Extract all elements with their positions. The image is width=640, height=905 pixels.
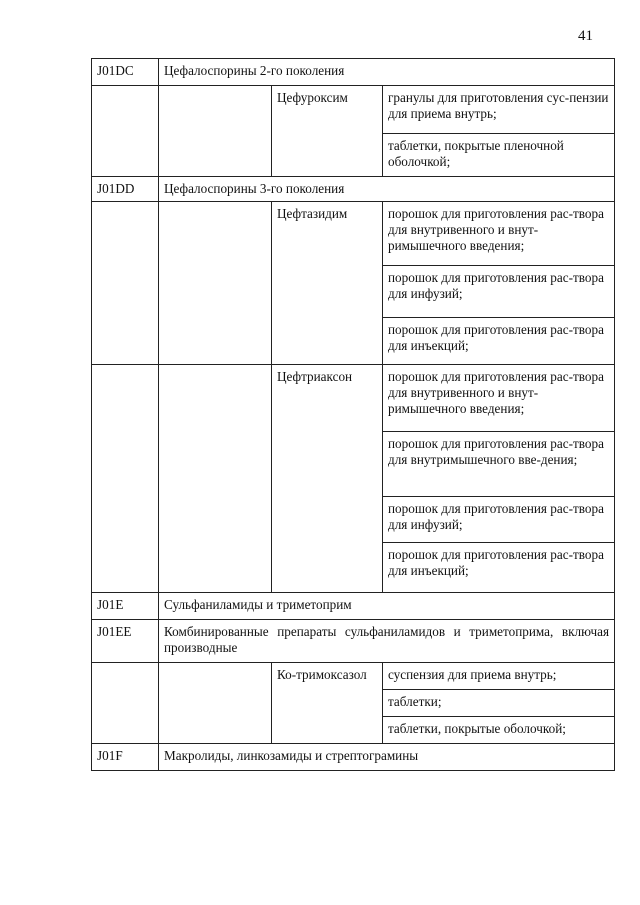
drug-name: Цефтазидим [272,202,383,365]
group-name: Цефалоспорины 3-го поколения [159,177,615,202]
dosage-form: таблетки, покрытые оболочкой; [383,717,615,744]
empty-name-cell [159,365,272,593]
atc-code: J01EE [92,620,159,663]
group-row-j01dc [92,59,615,86]
empty-name-cell [159,86,272,177]
page-number: 41 [578,28,593,44]
empty-code-cell [92,365,159,593]
dosage-form: порошок для приготовления рас-твора для инфузий; [383,266,615,318]
atc-code: J01E [92,593,159,620]
empty-name-cell [159,202,272,365]
group-row-j01f [92,744,615,771]
dosage-form: таблетки; [383,690,615,717]
drug-name: Цефтриаксон [272,365,383,593]
empty-code-cell [92,663,159,744]
drug-row [92,663,615,690]
dosage-form: порошок для приготовления рас-твора для внутривенного и внут-римышечного введения; [383,202,615,266]
drug-row [92,365,615,432]
drug-name: Ко-тримоксазол [272,663,383,744]
dosage-form: суспензия для приема внутрь; [383,663,615,690]
dosage-form: таблетки, покрытые пленочной оболочкой; [383,134,615,177]
group-name: Сульфаниламиды и триметоприм [159,593,615,620]
group-row-j01dd [92,177,615,202]
group-row-j01ee [92,620,615,663]
dosage-form: порошок для приготовления рас-твора для внутривенного и внут-римышечного введения; [383,365,615,432]
atc-code: J01DC [92,59,159,86]
dosage-form: порошок для приготовления рас-твора для инъекций; [383,543,615,593]
drug-row [92,202,615,266]
drug-row [92,86,615,134]
dosage-form: порошок для приготовления рас-твора для инъекций; [383,318,615,365]
group-name: Комбинированные препараты сульфаниламидов и триметоприма, включая производные [159,620,615,663]
atc-code: J01F [92,744,159,771]
dosage-form: порошок для приготовления рас-твора для инфузий; [383,497,615,543]
group-name: Макролиды, линкозамиды и стрептограмины [159,744,615,771]
empty-code-cell [92,86,159,177]
empty-code-cell [92,202,159,365]
drug-name: Цефуроксим [272,86,383,177]
empty-name-cell [159,663,272,744]
drug-classification-table [91,58,615,771]
atc-code: J01DD [92,177,159,202]
dosage-form: гранулы для приготовления сус-пензии для приема внутрь; [383,86,615,134]
group-row-j01e [92,593,615,620]
dosage-form: порошок для приготовления рас-твора для внутримышечного вве-дения; [383,432,615,497]
group-name: Цефалоспорины 2-го поколения [159,59,615,86]
